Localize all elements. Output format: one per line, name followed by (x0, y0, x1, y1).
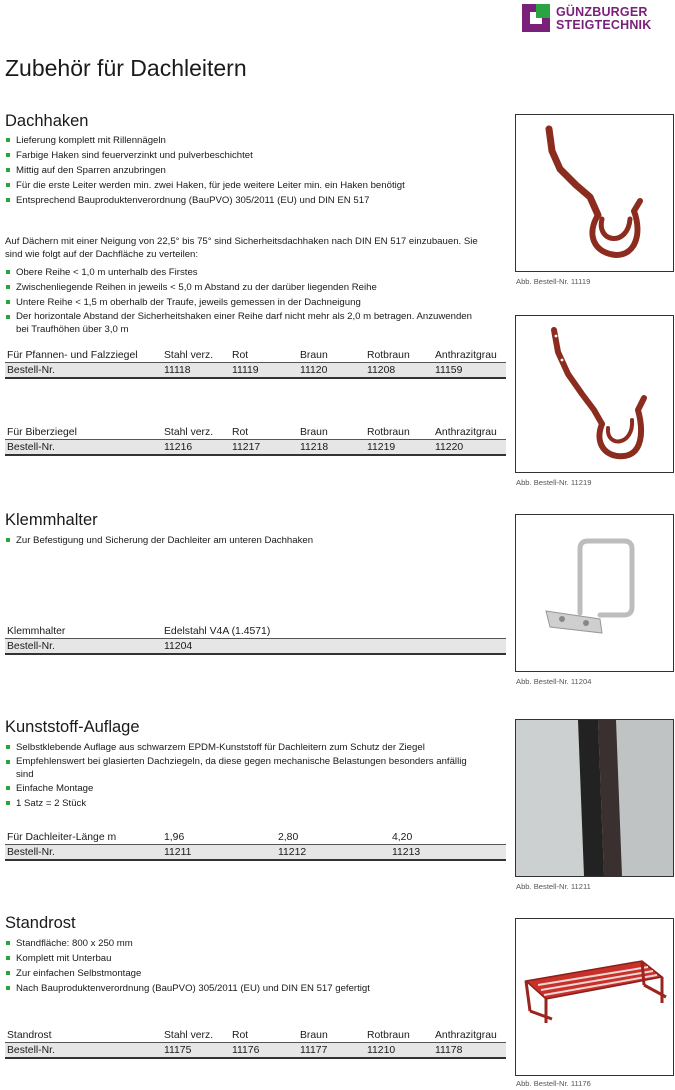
table-header-cell: Rot (230, 425, 298, 440)
list-item: Farbige Haken sind feuerverzinkt und pulverbeschichtet (5, 148, 475, 163)
table-header-cell: Für Dachleiter-Länge m (5, 830, 162, 845)
table-cell: 11219 (365, 440, 433, 456)
table-header-cell: Rotbraun (365, 348, 433, 363)
list-item: Nach Bauproduktenverordnung (BauPVO) 305/2011 (EU) und DIN EN 517 gefertigt (5, 981, 475, 996)
table-header-cell: 2,80 (276, 830, 390, 845)
table-cell: 11204 (162, 639, 506, 655)
list-item: Untere Reihe < 1,5 m oberhalb der Traufe, jeweils gemessen in der Dachneigung (5, 295, 475, 310)
product-image-kunststoff-11211 (515, 719, 674, 877)
list-item: Zur Befestigung und Sicherung der Dachleiter am unteren Dachhaken (5, 533, 475, 548)
dachhaken-bullets2 (5, 265, 475, 336)
list-item: Mittig auf den Sparren anzubringen (5, 163, 475, 178)
table-header-cell: Braun (298, 348, 365, 363)
table-cell: 11212 (276, 845, 390, 861)
table-header-cell: Anthrazitgrau (433, 425, 506, 440)
table-cell: 11178 (433, 1043, 506, 1059)
table-cell: Bestell-Nr. (5, 363, 162, 379)
standrost-bullets (5, 936, 475, 996)
dachhaken-bullets (5, 133, 475, 208)
table-header-cell: Für Biberziegel (5, 425, 162, 440)
table-cell: 11216 (162, 440, 230, 456)
product-image-klemmhalter-11204 (515, 514, 674, 672)
image-caption: Abb. Bestell-Nr. 11204 (516, 677, 592, 686)
table-dachhaken-pfannen (5, 348, 506, 379)
dachhaken-paragraph: Auf Dächern mit einer Neigung von 22,5° bis 75° sind Sicherheitsdachhaken nach DIN EN 517 einzubauen. Sie sind wie folgt auf der Dachfläche zu verteilen: (5, 236, 478, 260)
image-caption: Abb. Bestell-Nr. 11219 (516, 478, 592, 487)
table-row (5, 639, 506, 655)
table-cell: Bestell-Nr. (5, 639, 162, 655)
table-cell: Bestell-Nr. (5, 440, 162, 456)
table-klemmhalter (5, 624, 506, 655)
table-cell: 11218 (298, 440, 365, 456)
table-header-cell: Anthrazitgrau (433, 348, 506, 363)
image-caption: Abb. Bestell-Nr. 11211 (516, 882, 591, 891)
list-item: Für die erste Leiter werden min. zwei Haken, für jede weitere Leiter min. ein Haken benötigt (5, 178, 475, 193)
table-kunststoff (5, 830, 506, 861)
table-header-cell: Braun (298, 425, 365, 440)
list-item: 1 Satz = 2 Stück (5, 796, 475, 811)
table-header-cell: Für Pfannen- und Falzziegel (5, 348, 162, 363)
table-row (5, 440, 506, 456)
table-cell: 11210 (365, 1043, 433, 1059)
klemmhalter-bullets (5, 533, 475, 548)
table-cell: 11159 (433, 363, 506, 379)
table-cell: 11118 (162, 363, 230, 379)
table-standrost (5, 1028, 506, 1059)
section-title-kunststoff: Kunststoff-Auflage (5, 718, 140, 736)
product-image-standrost-11176 (515, 918, 674, 1076)
table-header-cell: Stahl verz. (162, 348, 230, 363)
table-header-cell: Edelstahl V4A (1.4571) (162, 624, 506, 639)
table-header-cell: Rot (230, 348, 298, 363)
table-header-cell: Rotbraun (365, 1028, 433, 1043)
list-item: Selbstklebende Auflage aus schwarzem EPDM-Kunststoff für Dachleitern zum Schutz der Ziegel (5, 740, 475, 755)
brand-logo (522, 4, 672, 34)
image-caption: Abb. Bestell-Nr. 11176 (516, 1079, 591, 1088)
table-cell: 11208 (365, 363, 433, 379)
list-item: Einfache Montage (5, 781, 475, 796)
logo-line2: STEIGTECHNIK (556, 18, 652, 32)
table-cell: 11177 (298, 1043, 365, 1059)
table-cell: 11119 (230, 363, 298, 379)
section-title-standrost: Standrost (5, 914, 76, 932)
list-item: Lieferung komplett mit Rillennägeln (5, 133, 475, 148)
page-title: Zubehör für Dachleitern (5, 55, 247, 81)
section-title-klemmhalter: Klemmhalter (5, 511, 98, 529)
table-row (5, 1043, 506, 1059)
list-item: Komplett mit Unterbau (5, 951, 475, 966)
table-row (5, 845, 506, 861)
table-header-cell: Stahl verz. (162, 1028, 230, 1043)
product-image-dachhaken-11119 (515, 114, 674, 272)
list-item: Entsprechend Bauproduktenverordnung (BauPVO) 305/2011 (EU) und DIN EN 517 (5, 193, 475, 208)
table-cell: 11211 (162, 845, 276, 861)
table-cell: 11120 (298, 363, 365, 379)
image-caption: Abb. Bestell-Nr. 11119 (516, 277, 591, 286)
table-cell: Bestell-Nr. (5, 845, 162, 861)
table-header-cell: Braun (298, 1028, 365, 1043)
table-cell: 11217 (230, 440, 298, 456)
table-header-cell: 4,20 (390, 830, 506, 845)
list-item: Zur einfachen Selbstmontage (5, 966, 475, 981)
table-header-cell: Stahl verz. (162, 425, 230, 440)
table-dachhaken-biber (5, 425, 506, 456)
table-header-cell: Klemmhalter (5, 624, 162, 639)
list-item: Standfläche: 800 x 250 mm (5, 936, 475, 951)
table-cell: Bestell-Nr. (5, 1043, 162, 1059)
product-image-dachhaken-11219 (515, 315, 674, 473)
table-header-cell: Rotbraun (365, 425, 433, 440)
list-item: Der horizontale Abstand der Sicherheitshaken einer Reihe darf nicht mehr als 2,0 m betragen. Anzuwenden bei Traufhöhen über 3,0 m (5, 310, 475, 336)
table-header-cell: Standrost (5, 1028, 162, 1043)
logo-line1: GÜNZBURGER (556, 5, 648, 19)
section-title-dachhaken: Dachhaken (5, 112, 89, 130)
list-item: Obere Reihe < 1,0 m unterhalb des Firstes (5, 265, 475, 280)
list-item: Empfehlenswert bei glasierten Dachziegeln, da diese gegen mechanische Belastungen besonders anfällig sind (5, 755, 475, 781)
logo-mark-icon (522, 4, 550, 32)
table-row (5, 363, 506, 379)
list-item: Zwischenliegende Reihen in jeweils < 5,0 m Abstand zu der darüber liegenden Reihe (5, 280, 475, 295)
table-cell: 11213 (390, 845, 506, 861)
table-cell: 11220 (433, 440, 506, 456)
table-header-cell: 1,96 (162, 830, 276, 845)
table-cell: 11175 (162, 1043, 230, 1059)
table-header-cell: Anthrazitgrau (433, 1028, 506, 1043)
table-cell: 11176 (230, 1043, 298, 1059)
kunststoff-bullets (5, 740, 475, 811)
table-header-cell: Rot (230, 1028, 298, 1043)
